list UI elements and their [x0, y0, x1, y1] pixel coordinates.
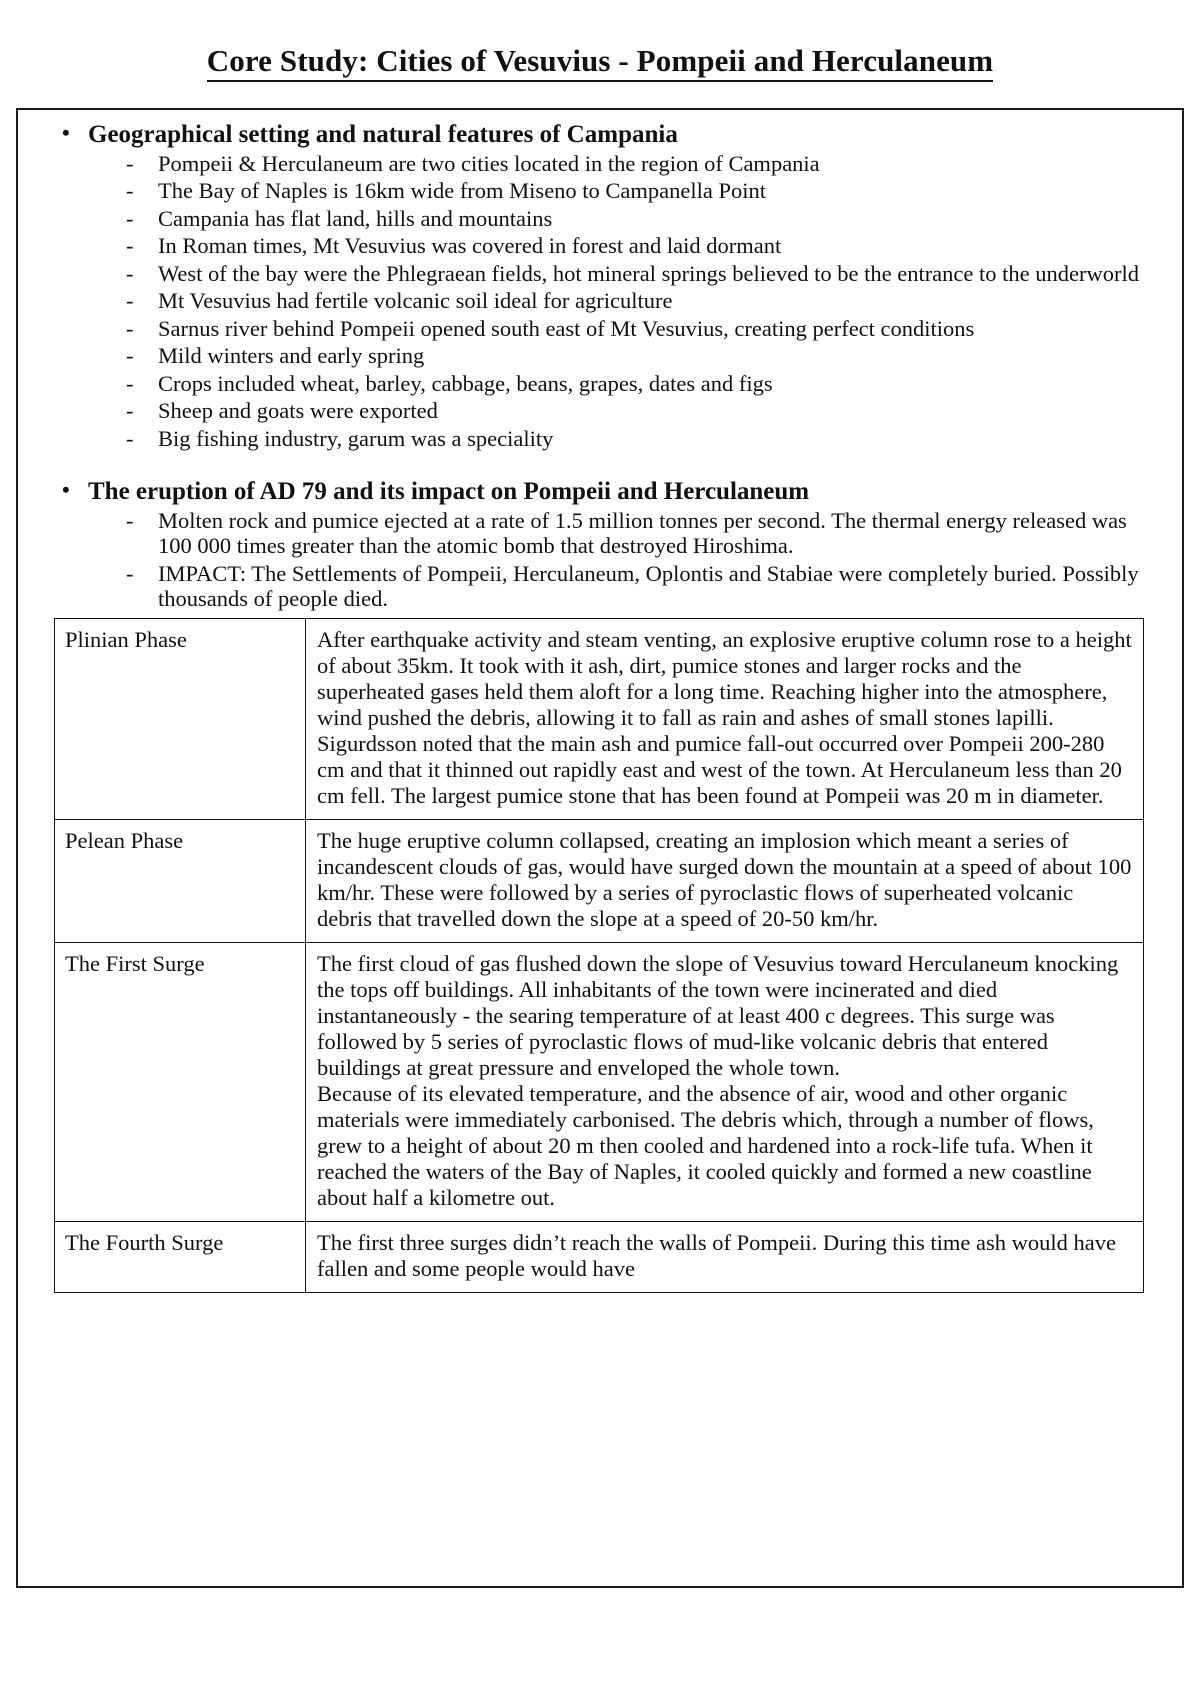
dash-marker-icon: -	[126, 398, 134, 424]
dash-marker-icon: -	[126, 288, 134, 314]
list-item	[126, 178, 1164, 204]
page-title-container	[0, 0, 1200, 92]
dash-marker-icon: -	[126, 507, 134, 533]
eruption-phases-table	[54, 618, 1144, 1293]
phase-description-text-part-1: The first cloud of gas flushed down the slope of Vesuvius toward Herculaneum knocking the tops off buildings. All inhabitants of the town were incinerated and died instantaneously - the searing temperature of at least 400 c degrees. This surge was followed by 5 series of pyroclastic flows of mud-like volcanic debris that entered buildings at great pressure and enveloped the whole town.	[317, 950, 1119, 1080]
list-item	[126, 233, 1164, 259]
dash-marker-icon: -	[126, 178, 134, 204]
list-item-text: Sarnus river behind Pompeii opened south east of Mt Vesuvius, creating perfect conditions	[158, 315, 975, 341]
dash-marker-icon: -	[126, 205, 134, 231]
list-item	[126, 398, 1164, 424]
list-item-text: Big fishing industry, garum was a speciality	[158, 425, 554, 451]
phase-description-text: The first three surges didn’t reach the walls of Pompeii. During this time ash would have fallen and some people would have	[317, 1229, 1117, 1281]
phase-description	[306, 942, 1144, 1221]
dash-marker-icon: -	[126, 560, 134, 586]
page-title: Core Study: Cities of Vesuvius - Pompeii and Herculaneum	[207, 44, 993, 82]
list-item	[126, 261, 1164, 287]
dash-marker-icon: -	[126, 425, 134, 451]
list-item-text: IMPACT: The Settlements of Pompeii, Herculaneum, Oplontis and Stabiae were completely buried. Possibly thousands of people died.	[158, 560, 1139, 612]
list-item-text: In Roman times, Mt Vesuvius was covered in forest and laid dormant	[158, 233, 782, 259]
list-item	[126, 206, 1164, 232]
table-row	[55, 942, 1144, 1221]
phase-label: The First Surge	[55, 942, 306, 1221]
list-item-text: Sheep and goats were exported	[158, 398, 438, 424]
list-item-text: Mt Vesuvius had fertile volcanic soil ideal for agriculture	[158, 288, 673, 314]
list-item-text: Campania has flat land, hills and mountains	[158, 205, 553, 231]
list-item	[126, 561, 1164, 612]
list-item	[126, 508, 1164, 559]
dash-marker-icon: -	[126, 233, 134, 259]
section-item-list	[36, 151, 1164, 452]
dash-marker-icon: -	[126, 150, 134, 176]
list-item	[126, 288, 1164, 314]
list-item	[126, 343, 1164, 369]
bullet-point-icon: •	[62, 477, 70, 503]
phase-description	[306, 618, 1144, 819]
phase-description-text: The huge eruptive column collapsed, creating an implosion which meant a series of incandescent clouds of gas, would have surged down the mountain at a speed of about 100 km/hr. These were followed by a series of pyroclastic flows of superheated volcanic debris that travelled down the slope at a speed of 20-50 km/hr.	[317, 827, 1132, 931]
table-row	[55, 618, 1144, 819]
phase-description	[306, 1221, 1144, 1292]
dash-marker-icon: -	[126, 343, 134, 369]
section-heading-text: Geographical setting and natural features of Campania	[88, 121, 678, 148]
phase-label: Plinian Phase	[55, 618, 306, 819]
bullet-point-icon: •	[62, 120, 70, 145]
table-row	[55, 1221, 1144, 1292]
list-item	[126, 371, 1164, 397]
section-item-list	[36, 508, 1164, 612]
list-item	[126, 151, 1164, 177]
phase-label: Pelean Phase	[55, 819, 306, 942]
list-item	[126, 426, 1164, 452]
section-eruption-ad79	[36, 477, 1164, 612]
dash-marker-icon: -	[126, 260, 134, 286]
list-item-text: Mild winters and early spring	[158, 343, 425, 369]
section-heading-row	[62, 477, 1164, 507]
list-item-text: West of the bay were the Phlegraean fields, hot mineral springs believed to be the entrance to the underworld	[158, 260, 1139, 286]
list-item-text: Crops included wheat, barley, cabbage, beans, grapes, dates and figs	[158, 370, 773, 396]
phase-description-text: After earthquake activity and steam venting, an explosive eruptive column rose to a height of about 35km. It took with it ash, dirt, pumice stones and larger rocks and the superheated gases held them aloft for a long time. Reaching higher into the atmosphere, wind pushed the debris, allowing it to fall as rain and ashes of small stones lapilli. Sigurdsson noted that the main ash and pumice fall-out occurred over Pompeii 200-280 cm and that it thinned out rapidly east and west of the town. At Herculaneum less than 20 cm fell. The largest pumice stone that has been found at Pompeii was 20 m in diameter.	[317, 626, 1132, 808]
phase-description-text-part-2: Because of its elevated temperature, and the absence of air, wood and other organic materials were immediately carbonised. The debris which, through a number of flows, grew to a height of about 20 m then cooled and hardened into a rock-life tufa. When it reached the waters of the Bay of Naples, it cooled quickly and formed a new coastline about half a kilometre out.	[317, 1080, 1094, 1210]
table-row	[55, 819, 1144, 942]
section-heading-row	[62, 120, 1164, 150]
section-geographical-setting	[36, 120, 1164, 451]
page-content-frame	[16, 108, 1184, 1588]
dash-marker-icon: -	[126, 370, 134, 396]
section-heading-text: The eruption of AD 79 and its impact on Pompeii and Herculaneum	[88, 478, 810, 506]
dash-marker-icon: -	[126, 315, 134, 341]
list-item	[126, 316, 1164, 342]
list-item-text: Pompeii & Herculaneum are two cities located in the region of Campania	[158, 150, 820, 176]
list-item-text: Molten rock and pumice ejected at a rate of 1.5 million tonnes per second. The thermal energy released was 100 000 times greater than the atomic bomb that destroyed Hiroshima.	[158, 507, 1127, 559]
phase-description	[306, 819, 1144, 942]
list-item-text: The Bay of Naples is 16km wide from Miseno to Campanella Point	[158, 178, 767, 204]
phase-label: The Fourth Surge	[55, 1221, 306, 1292]
